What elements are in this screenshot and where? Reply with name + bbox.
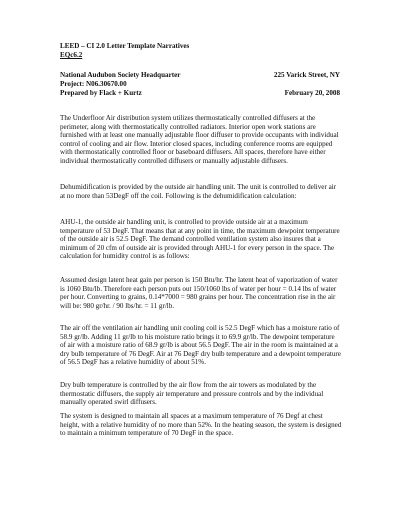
project-number: Project: N06.30670.00	[60, 80, 127, 88]
paragraph-ufad-system: The Underfloor Air distribution system utilizes thermostatically controlled diffusers at the perimeter, along with thermostatically controlled radiators. Interior open work stations are furnished with at least one manually adjustable floor diffuser to provide occupants with individual control of cooling and air flow. Interior closed spaces, including conference rooms are equipped with thermostatically controlled floor or baseboard diffusers. All spaces, therefore have either individual thermostatically controlled diffusers or manually adjustable diffusers.	[60, 114, 339, 165]
paragraph-dehumidification: Dehumidification is provided by the outside air handling unit. The unit is controlled to deliver air at no more than 53DegF off the coil. Following is the dehumidification calculation:	[60, 183, 337, 200]
organization-name: National Audubon Society Headquarter	[60, 71, 181, 79]
document-title: LEED – CI 2.0 Letter Template Narratives	[60, 42, 190, 50]
prepared-by: Prepared by Flack + Kurtz	[60, 89, 142, 97]
paragraph-design-conditions: The system is designed to maintain all spaces at a maximum temperature of 76 Degf at chest height, with a relative humidity of no more than 52%. In the heating season, the system is designed to maintain a minimum temperature of 70 DegF in the space.	[60, 412, 342, 438]
paragraph-latent-heat: Assumed design latent heat gain per person is 150 Btu/hr. The latent heat of vaporization of water is 1060 Btu/lb. Therefore each person puts out 150/1060 lbs of water per hour = 0.14 lbs of water per hour. Converting to grains, 0.14*7000 = 980 grains per hour. The concentration rise in the air will be: 980 gr/hr. / 90 lbs/hr. = 11 gr/lb.	[60, 276, 338, 310]
paragraph-dry-bulb: Dry bulb temperature is controlled by the air flow from the air towers as modulated by the thermostatic diffusers, the supply air temperature and pressure controls and by the individual manually operated swirl diffusers.	[60, 381, 324, 407]
paragraph-ahu1: AHU-1, the outside air handling unit, is controlled to provide outside air at a maximum temperature of 53 DegF. That means that at any point in time, the maximum dewpoint temperature of the outside air is 52.5 DegF. The demand controlled ventilation system also insures that a minimum of 20 cfm of outside air is provided through AHU-1 for every person in the space. The calculation for humidity control is as follows:	[60, 218, 340, 261]
address: 225 Varick Street, NY	[273, 71, 340, 79]
paragraph-moisture-ratio: The air off the ventilation air handling unit cooling coil is 52.5 DegF which has a moisture ratio of 58.9 gr/lb. Adding 11 gr/lb to his moisture ratio brings it to 69.9 gr/lb. The dewpoint temperature of air with a moisture ratio of 68.9 gr/lb is about 56.5 DegF. The air in the room is maintained at a dry bulb temperature of 76 DegF. Air at 76 DegF dry bulb temperature and a dewpoint temperature of 56.5 DegF has a relative humidity of about 51%.	[60, 324, 341, 367]
document-date: February 20, 2008	[284, 89, 340, 97]
credit-code: EQc6.2	[60, 51, 83, 59]
